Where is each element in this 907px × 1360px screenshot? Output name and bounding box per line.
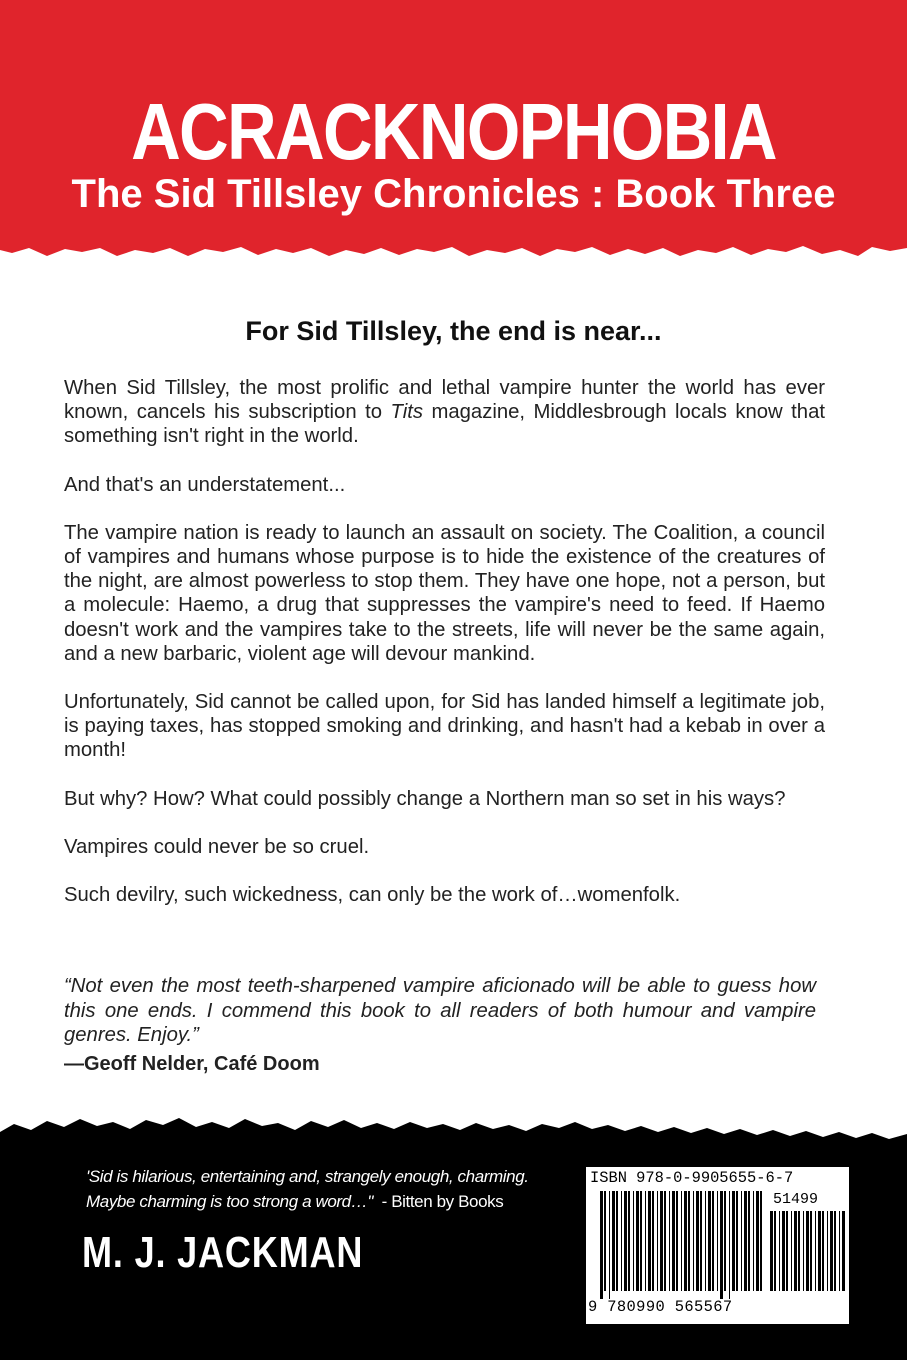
synopsis-paragraph-4: Unfortunately, Sid cannot be called upon, for Sid has landed himself a legitimate job, is paying taxes, has stopped smoking and drinking, and hasn't had a kebab in over a month! bbox=[64, 691, 825, 762]
barcode-bar bbox=[842, 1211, 845, 1291]
barcode-bar bbox=[624, 1191, 627, 1291]
series-subtitle: The Sid Tillsley Chronicles : Book Three bbox=[71, 172, 836, 216]
barcode-bar bbox=[782, 1211, 785, 1291]
barcode-bar bbox=[822, 1211, 824, 1291]
barcode-bar bbox=[839, 1211, 840, 1291]
synopsis-paragraph-5: But why? How? What could possibly change a Northern man so set in his ways? bbox=[64, 787, 786, 810]
barcode-bar bbox=[779, 1211, 780, 1291]
blurb-line-1: 'Sid is hilarious, entertaining and, strangely enough, charming. bbox=[86, 1167, 529, 1186]
barcode-bar bbox=[786, 1211, 788, 1291]
barcode-bar bbox=[806, 1211, 809, 1291]
synopsis-paragraph-2: And that's an understatement... bbox=[64, 473, 346, 496]
barcode-bar bbox=[633, 1191, 634, 1291]
barcode-bar bbox=[628, 1191, 630, 1291]
ean-number: 9 780990 565567 bbox=[588, 1298, 733, 1316]
synopsis bbox=[64, 376, 825, 907]
barcode-bar bbox=[652, 1191, 654, 1291]
barcode-bar bbox=[712, 1191, 714, 1291]
barcode-bar bbox=[696, 1191, 699, 1291]
book-title: ACRACKNOPHOBIA bbox=[131, 87, 776, 176]
synopsis-paragraph-6: Vampires could never be so cruel. bbox=[64, 835, 370, 858]
review-blurb bbox=[86, 1164, 566, 1214]
barcode-bar bbox=[600, 1191, 603, 1299]
barcode-bar bbox=[609, 1191, 610, 1299]
barcode-bar bbox=[636, 1191, 639, 1291]
barcode-box bbox=[586, 1167, 849, 1324]
barcode-add-on-number: 51499 bbox=[773, 1191, 819, 1208]
barcode-bar bbox=[657, 1191, 658, 1291]
barcode-bar bbox=[770, 1211, 773, 1291]
barcode-bar bbox=[708, 1191, 711, 1291]
barcode-bar bbox=[669, 1191, 670, 1291]
synopsis-paragraph-7: Such devilry, such wickedness, can only be the work of…womenfolk. bbox=[64, 884, 681, 907]
barcode-bar bbox=[688, 1191, 690, 1291]
barcode-bar bbox=[753, 1191, 754, 1291]
review-quote bbox=[64, 974, 816, 1076]
barcode-bar bbox=[676, 1191, 678, 1291]
barcode-bar bbox=[648, 1191, 651, 1291]
barcode-bar bbox=[700, 1191, 702, 1291]
barcode-bar bbox=[803, 1211, 804, 1291]
barcode-bar bbox=[736, 1191, 738, 1291]
barcode-bar bbox=[616, 1191, 618, 1291]
barcode-bar bbox=[684, 1191, 687, 1291]
barcode-bar bbox=[604, 1191, 606, 1291]
barcode-bar bbox=[729, 1191, 730, 1299]
barcode-bar bbox=[640, 1191, 642, 1291]
review-quote-text: “Not even the most teeth-sharpened vampire aficionado will be able to guess how this one ends. I commend this book to all readers of both humour and vampire genres. Enjoy.” bbox=[64, 975, 816, 1046]
barcode-bar bbox=[664, 1191, 666, 1291]
barcode-bar bbox=[815, 1211, 816, 1291]
barcode-bar bbox=[672, 1191, 675, 1291]
author-name: M. J. JACKMAN bbox=[82, 1228, 364, 1277]
barcode-bar bbox=[756, 1191, 759, 1291]
synopsis-paragraph-3: The vampire nation is ready to launch an assault on society. The Coalition, a council of vampires and humans whose purpose is to hide the existence of the creatures of the night, are almost powerless to stop them. They have one hope, not a person, but a molecule: Haemo, a drug that suppresses the vampire's need to feed. If Haemo doesn't work and the vampires take to the streets, life will never be the same again, and a new barbaric, violent age will devour mankind. bbox=[64, 521, 825, 665]
barcode-bar bbox=[705, 1191, 706, 1291]
barcode-bar bbox=[760, 1191, 762, 1291]
barcode-bar bbox=[693, 1191, 694, 1291]
barcode-bar bbox=[798, 1211, 800, 1291]
magazine-title: Tits bbox=[390, 401, 423, 424]
barcode-bar bbox=[724, 1191, 726, 1291]
synopsis-paragraph-1: When Sid Tillsley, the most prolific and lethal vampire hunter the world has ever known, cancels his subscription to Tits magazine, Middlesbrough locals know that something isn't right in the world. bbox=[64, 377, 826, 448]
barcode-bar bbox=[621, 1191, 622, 1291]
barcode-bar bbox=[717, 1191, 718, 1291]
barcode-bar bbox=[818, 1211, 821, 1291]
barcode-bar bbox=[732, 1191, 735, 1291]
barcode-bar bbox=[827, 1211, 828, 1291]
isbn-text: ISBN 978-0-9905655-6-7 bbox=[590, 1169, 794, 1187]
review-quote-attribution: —Geoff Nelder, Café Doom bbox=[64, 1052, 320, 1075]
barcode-bar bbox=[748, 1191, 750, 1291]
barcode-bar bbox=[830, 1211, 833, 1291]
barcode-bar bbox=[774, 1211, 776, 1291]
barcode-bar bbox=[810, 1211, 812, 1291]
blurb-line-2: Maybe charming is too strong a word…" - Bitten by Books bbox=[86, 1192, 504, 1211]
barcode-bar bbox=[744, 1191, 747, 1291]
tagline-heading: For Sid Tillsley, the end is near... bbox=[245, 316, 662, 346]
barcode-bar bbox=[791, 1211, 792, 1291]
barcode-bar bbox=[681, 1191, 682, 1291]
barcode-bar bbox=[645, 1191, 646, 1291]
barcode-bar bbox=[660, 1191, 663, 1291]
barcode-bar bbox=[720, 1191, 723, 1299]
blurb-source: - Bitten by Books bbox=[381, 1192, 504, 1211]
barcode-bar bbox=[794, 1211, 797, 1291]
barcode-bar bbox=[834, 1211, 836, 1291]
barcode-bar bbox=[612, 1191, 615, 1291]
barcode-bar bbox=[741, 1191, 742, 1291]
